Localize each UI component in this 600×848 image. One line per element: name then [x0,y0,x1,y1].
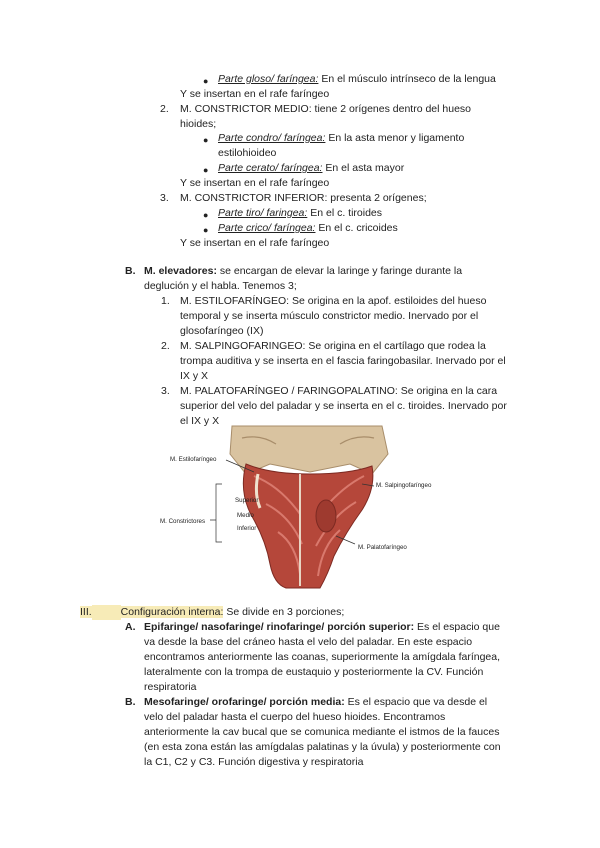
paragraph-line: Epifaringe/ nasofaringe/ rinofaringe/ porción superior: Es el espacio que [144,621,500,633]
paragraph-line: anteriormente la cav bucal que se comunica mediante el istmos de la fauces [144,726,500,738]
paragraph-line: Mesofaringe/ orofaringe/ porción media: Es el espacio que va desde el [144,696,488,708]
label-estilofaringeo: M. Estilofaríngeo [170,456,217,463]
paragraph-line: la C1, C2 y C3. Función digestiva y respiratoria [144,756,364,768]
list-number: 3. [160,192,169,204]
bullet-icon: ● [203,76,209,86]
palatopharyngeus-shape [316,500,336,532]
list-item: hioides; [180,118,217,130]
list-item: IX y X [180,370,209,382]
label-superior: Superior [235,497,259,504]
paragraph-line: lateralmente con la trompa de eustaquio y posteriormente la CV. Función [144,666,484,678]
list-item: M. ESTILOFARÍNGEO: Se origina en la apof. estiloides del hueso [180,295,487,307]
bullet-icon: ● [203,225,209,235]
insert-note: Y se insertan en el rafe faríngeo [180,88,330,100]
list-item: estilohioideo [218,147,277,159]
list-item: trompa auditiva y se inserta en el fascia faringobasilar. Inervado por el [180,355,506,367]
list-number: 1. [161,295,170,307]
list-item: Parte crico/ faríngea: En el c. cricoides [218,222,398,234]
list-item: Parte gloso/ faríngea: En el músculo intrínseco de la lengua [218,73,496,85]
bullet-icon: ● [203,165,209,175]
pharynx-muscles-figure [150,424,450,590]
list-item: M. PALATOFARÍNGEO / FARINGOPALATINO: Se origina en la cara [180,385,498,397]
list-number: 2. [160,103,169,115]
paragraph-line: va desde la base del cráneo hasta el velo del paladar. En este espacio [144,636,473,648]
section-heading: M. elevadores: se encargan de elevar la laringe y faringe durante la [144,265,463,277]
list-item: M. CONSTRICTOR INFERIOR: presenta 2 orígenes; [180,192,427,204]
list-item: el IX y X [180,415,220,427]
bullet-icon: ● [203,135,209,145]
label-palatofaringeo: M. Palatofaríngeo [358,544,407,551]
section-heading: III. Configuración interna: Se divide en 3 porciones; [80,606,345,618]
list-number: 3. [161,385,170,397]
section-letter: B. [125,265,136,277]
paragraph-line: (en esta zona están las amígdalas palatinas y la úvula) y posteriormente con [144,741,501,753]
list-item: Parte tiro/ faringea: En el c. tiroides [218,207,382,219]
section-letter: B. [125,696,136,708]
insert-note: Y se insertan en el rafe faríngeo [180,237,330,249]
bracket [210,484,222,542]
paragraph-line: velo del paladar hasta el cuerpo del hueso hioides. Encontramos [144,711,446,723]
paragraph-line: encontramos anteriormente las coanas, superiormente la amígdala faríngea, [144,651,501,663]
list-item: M. CONSTRICTOR MEDIO: tiene 2 orígenes dentro del hueso [180,103,472,115]
label-salpingofaringeo: M. Salpingofaríngeo [376,482,432,489]
section-letter: A. [125,621,136,633]
list-item: M. SALPINGOFARINGEO: Se origina en el cartílago que rodea la [180,340,486,352]
label-medio: Medio [237,512,254,519]
bullet-icon: ● [203,210,209,220]
paragraph-line: deglución y el habla. Tenemos 3; [144,280,297,292]
insert-note: Y se insertan en el rafe faríngeo [180,177,330,189]
list-item: temporal y se inserta músculo constrictor medio. Inervado por el [180,310,479,322]
list-item: Parte condro/ faríngea: En la asta menor y ligamento [218,132,465,144]
list-number: 2. [161,340,170,352]
list-item: Parte cerato/ faríngea: En el asta mayor [218,162,405,174]
list-item: superior del velo del paladar y se inserta en el c. tiroides. Inervado por [180,400,507,412]
label-constrictores: M. Constrictores [160,518,206,525]
paragraph-line: respiratoria [144,681,197,693]
label-inferior: Inferior [237,525,257,532]
list-item: glosofaríngeo (IX) [180,325,264,337]
